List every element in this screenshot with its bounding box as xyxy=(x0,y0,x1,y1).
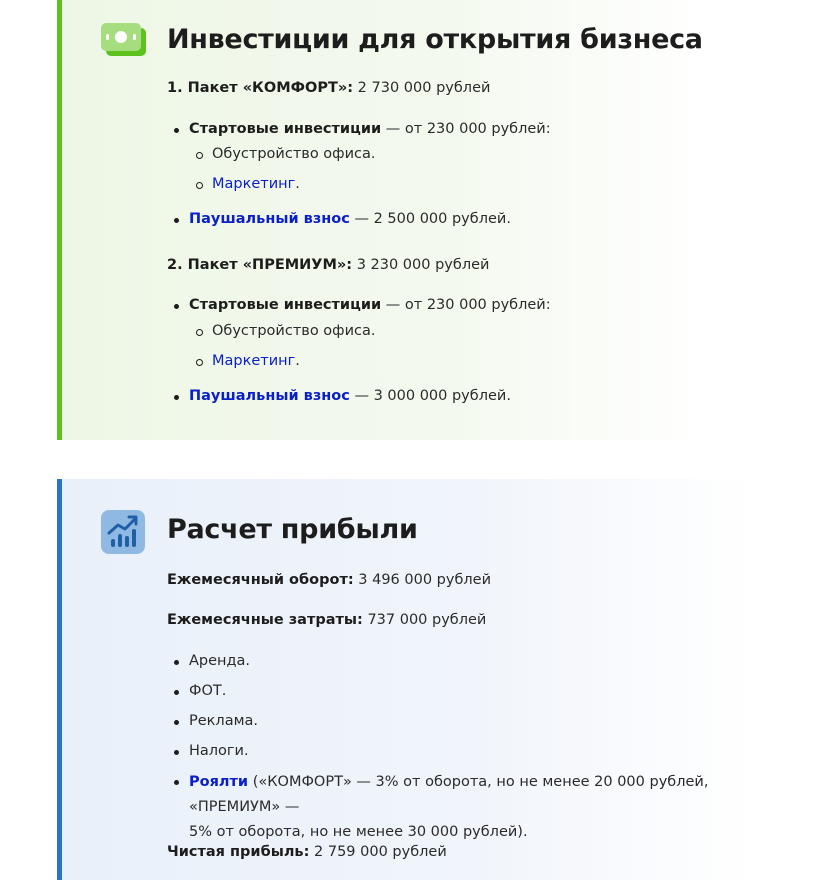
start-investment-label: Стартовые инвестиции xyxy=(189,297,382,313)
sub-item-marketing xyxy=(212,176,300,192)
profit-card xyxy=(57,479,757,880)
cost-item-taxes: Налоги. xyxy=(189,743,249,759)
turnover-value: 3 496 000 рублей xyxy=(358,572,492,588)
cost-item-royalty xyxy=(189,770,769,845)
royalty-text-line2: 5% от оборота, но не менее 30 000 рублей). xyxy=(189,824,528,840)
package-value: 2 730 000 рублей xyxy=(357,80,491,96)
costs-value: 737 000 рублей xyxy=(367,612,487,628)
turnover-line xyxy=(167,572,491,588)
sub-item-tail: . xyxy=(295,353,300,369)
sub-item-marketing xyxy=(212,353,300,369)
cost-item-rent: Аренда. xyxy=(189,653,251,669)
turnover-label: Ежемесячный оборот: xyxy=(167,572,354,588)
investment-title: Инвестиции для открытия бизнеса xyxy=(167,24,703,55)
royalty-text-line1: («КОМФОРТ» — 3% от оборота, но не менее 20 000 рублей, «ПРЕМИУМ» — xyxy=(189,774,709,815)
sub-item-office: Обустройство офиса. xyxy=(212,146,376,162)
net-profit-line xyxy=(167,844,447,860)
lump-sum-fee-link[interactable]: Паушальный взнос xyxy=(189,388,350,404)
package-premium-line xyxy=(167,257,489,273)
start-investment-value: — от 230 000 рублей: xyxy=(385,297,551,313)
net-profit-label: Чистая прибыль: xyxy=(167,844,310,860)
cost-item-advertising: Реклама. xyxy=(189,713,259,729)
marketing-link[interactable]: Маркетинг xyxy=(212,176,296,192)
start-investment-item xyxy=(189,121,551,137)
fee-item xyxy=(189,211,511,227)
start-investment-value: — от 230 000 рублей: xyxy=(385,121,551,137)
money-icon xyxy=(98,18,148,68)
marketing-link[interactable]: Маркетинг xyxy=(212,353,296,369)
sub-item-office: Обустройство офиса. xyxy=(212,323,376,339)
fee-value: — 2 500 000 рублей. xyxy=(354,211,511,227)
start-investment-label: Стартовые инвестиции xyxy=(189,121,382,137)
cost-item-payroll: ФОТ. xyxy=(189,683,227,699)
sub-item-tail: . xyxy=(295,176,300,192)
package-label: 1. Пакет «КОМФОРТ»: xyxy=(167,80,354,96)
royalty-link[interactable]: Роялти xyxy=(189,774,249,790)
package-value: 3 230 000 рублей xyxy=(356,257,490,273)
package-label: 2. Пакет «ПРЕМИУМ»: xyxy=(167,257,353,273)
lump-sum-fee-link[interactable]: Паушальный взнос xyxy=(189,211,350,227)
start-investment-item xyxy=(189,297,551,313)
profit-title: Расчет прибыли xyxy=(167,514,418,545)
growth-chart-icon xyxy=(98,507,148,557)
package-comfort-line xyxy=(167,80,490,96)
fee-value: — 3 000 000 рублей. xyxy=(354,388,511,404)
investment-card xyxy=(57,0,707,440)
costs-label: Ежемесячные затраты: xyxy=(167,612,363,628)
net-profit-value: 2 759 000 рублей xyxy=(314,844,447,860)
costs-line xyxy=(167,612,486,628)
fee-item xyxy=(189,388,511,404)
